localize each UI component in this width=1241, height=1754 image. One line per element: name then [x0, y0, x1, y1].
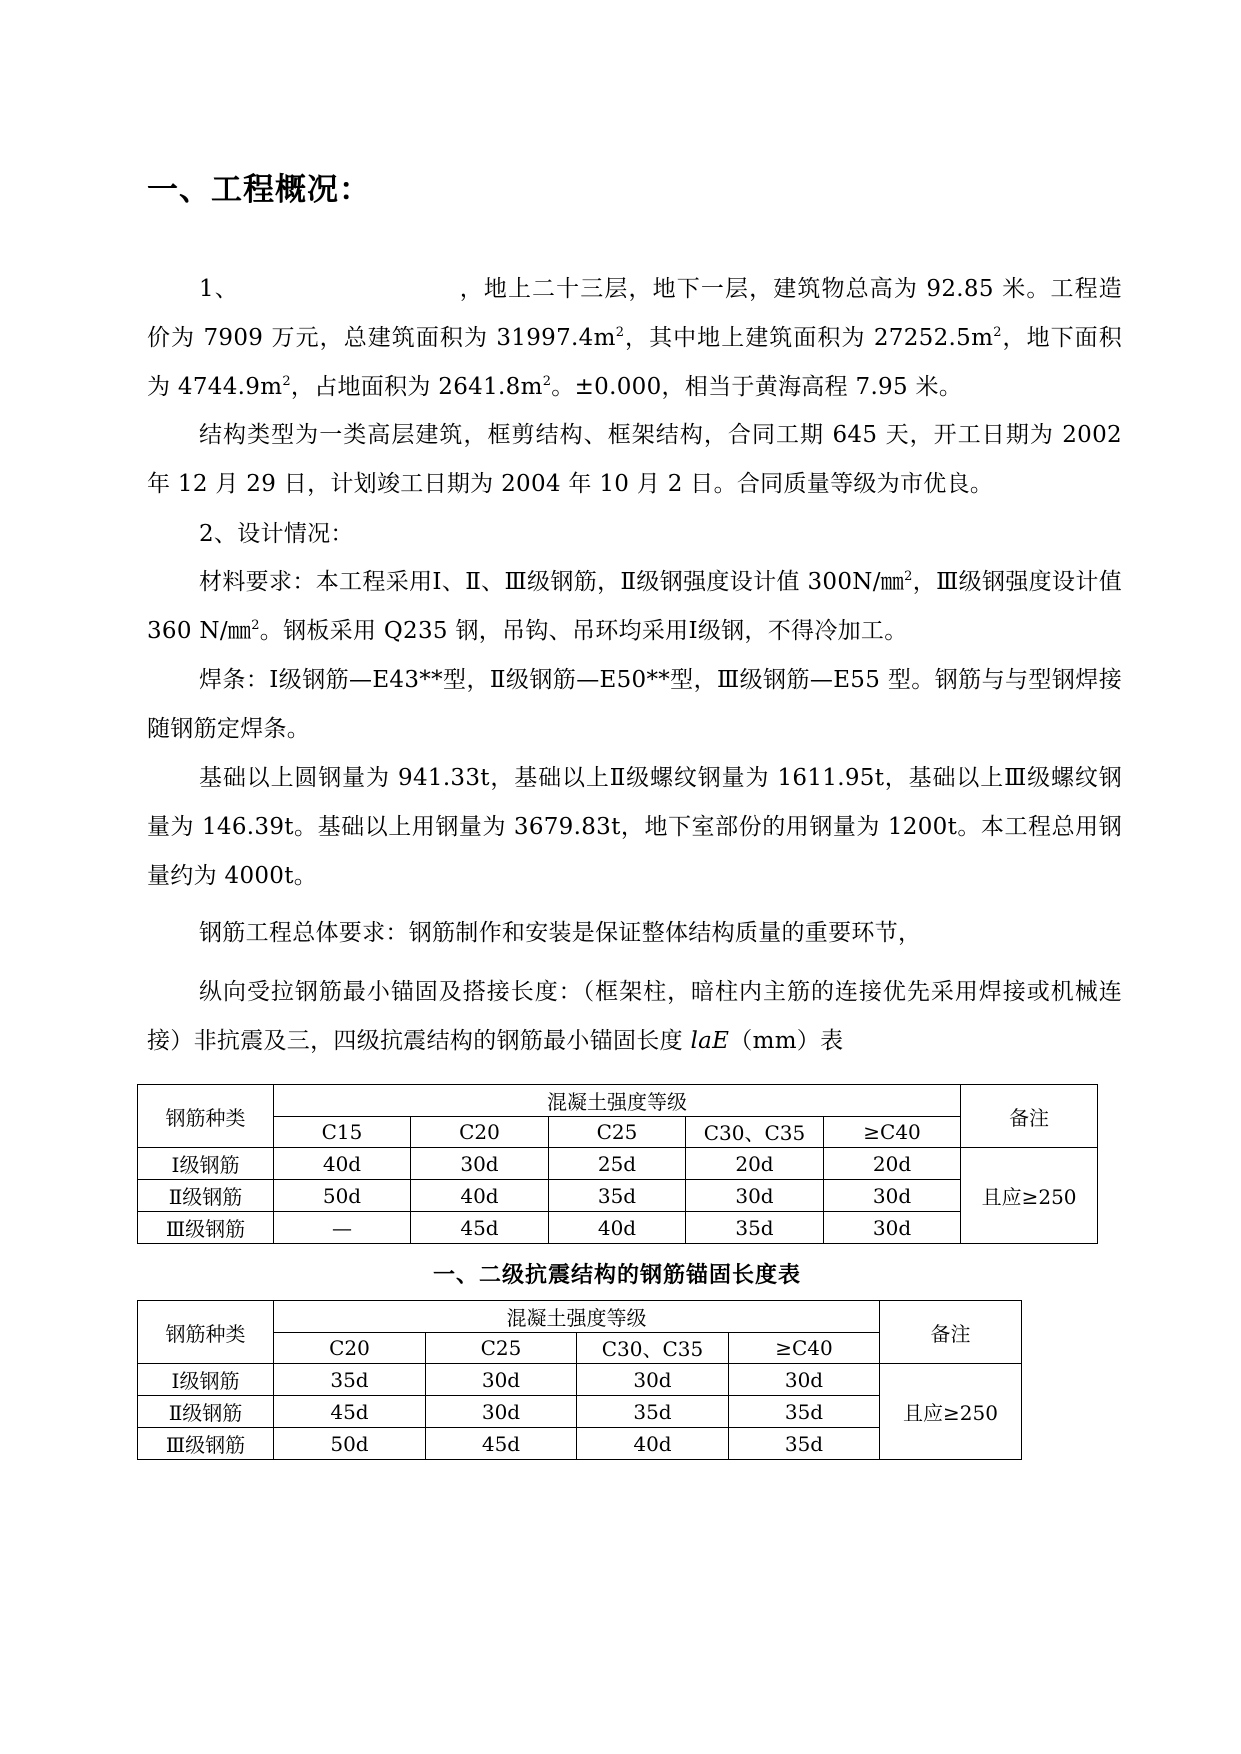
table-cell: 50d	[274, 1428, 426, 1460]
table-cell: 20d	[824, 1148, 961, 1180]
superscript: 2	[282, 374, 291, 389]
materials-text-c: 。钢板采用 Q235 钢，吊钩、吊环均采用Ⅰ级钢，不得冷加工。	[259, 618, 908, 644]
table-cell: 35d	[274, 1364, 426, 1396]
header-steel-type: 钢筋种类	[138, 1085, 274, 1148]
materials-text-a: 材料要求：本工程采用Ⅰ、Ⅱ、Ⅲ级钢筋，Ⅱ级钢强度设计值 300N/㎜	[199, 569, 905, 595]
row-label: Ⅲ级钢筋	[138, 1212, 274, 1244]
overview-text-c: ，地下面积为 4744.9m	[147, 325, 1123, 400]
project-overview-paragraph	[147, 265, 1122, 412]
grade-header: ≥C40	[824, 1116, 961, 1148]
grade-header: C25	[426, 1332, 577, 1364]
row-label: Ⅱ级钢筋	[138, 1396, 274, 1428]
table-cell: 35d	[577, 1396, 729, 1428]
table-cell: 30d	[824, 1212, 961, 1244]
superscript: 2	[904, 569, 913, 584]
note-cell: 且应≥250	[880, 1364, 1022, 1460]
superscript: 2	[615, 325, 625, 340]
grade-header: C30、C35	[686, 1116, 824, 1148]
superscript: 2	[542, 374, 552, 389]
header-steel-type: 钢筋种类	[138, 1301, 274, 1364]
overview-text-b: ，其中地上建筑面积为 27252.5m	[624, 325, 994, 351]
row-label: Ⅰ级钢筋	[138, 1364, 274, 1396]
steel-quantity-paragraph: 基础以上圆钢量为 941.33t，基础以上Ⅱ级螺纹钢量为 1611.95t，基础以上Ⅲ级螺纹钢量为 146.39t。基础以上用钢量为 3679.83t，地下室部份的用钢量为 1200t。本工程总用钢量约为 4000t。	[147, 765, 1122, 889]
table-cell: 50d	[274, 1180, 411, 1212]
table-cell: 40d	[577, 1428, 729, 1460]
anchorage-intro-paragraph	[147, 968, 1122, 1066]
table-cell: 25d	[549, 1148, 686, 1180]
overview-text-e: 。±0.000，相当于黄海高程 7.95 米。	[551, 374, 963, 400]
row-label: Ⅲ级钢筋	[138, 1428, 274, 1460]
grade-header: ≥C40	[729, 1332, 880, 1364]
table-row	[138, 1364, 1022, 1396]
table-cell: 45d	[411, 1212, 549, 1244]
table-cell: 20d	[686, 1148, 824, 1180]
table-cell: 45d	[274, 1396, 426, 1428]
anchorage-text-b: （mm）表	[729, 1028, 844, 1054]
header-concrete-grade: 混凝土强度等级	[274, 1085, 961, 1117]
superscript: 2	[251, 618, 260, 633]
table-cell: 30d	[411, 1148, 549, 1180]
seismic-table-caption: 一、二级抗震结构的钢筋锚固长度表	[432, 1263, 801, 1288]
design-heading: 2、设计情况：	[199, 521, 354, 547]
grade-header: C15	[274, 1116, 411, 1148]
table-cell: 30d	[577, 1364, 729, 1396]
note-cell: 且应≥250	[961, 1148, 1098, 1244]
table-cell: 30d	[686, 1180, 824, 1212]
table-cell: 30d	[729, 1364, 880, 1396]
table-cell: 30d	[426, 1396, 577, 1428]
requirements-paragraph: 钢筋工程总体要求：钢筋制作和安装是保证整体结构质量的重要环节，	[199, 920, 922, 946]
welding-paragraph: 焊条：Ⅰ级钢筋—E43**型，Ⅱ级钢筋—E50**型，Ⅲ级钢筋—E55 型。钢筋与与型钢焊接随钢筋定焊条。	[147, 667, 1122, 742]
superscript: 2	[993, 325, 1002, 340]
table-cell: 30d	[824, 1180, 961, 1212]
anchorage-symbol: laE	[690, 1028, 730, 1054]
table-cell: 35d	[549, 1180, 686, 1212]
anchorage-text-a: 纵向受拉钢筋最小锚固及搭接长度：（框架柱，暗柱内主筋的连接优先采用焊接或机械连接）非抗震及三，四级抗震结构的钢筋最小锚固长度	[147, 979, 1122, 1054]
grade-header: C20	[274, 1332, 426, 1364]
table-cell: 40d	[549, 1212, 686, 1244]
section-heading: 一、工程概况：	[147, 172, 371, 208]
grade-header: C20	[411, 1116, 549, 1148]
grade-header: C25	[549, 1116, 686, 1148]
header-note: 备注	[880, 1301, 1022, 1364]
row-label: Ⅰ级钢筋	[138, 1148, 274, 1180]
table-cell: 40d	[411, 1180, 549, 1212]
anchorage-table-seismic	[137, 1300, 1022, 1460]
table-cell: —	[274, 1212, 411, 1244]
item-number: 1、	[199, 276, 239, 302]
table-cell: 40d	[274, 1148, 411, 1180]
table-cell: 30d	[426, 1364, 577, 1396]
table-row	[138, 1180, 1098, 1212]
grade-header: C30、C35	[577, 1332, 729, 1364]
overview-text-a: ，地上二十三层，地下一层，建筑物总高为 92.85 米。工程造价为 7909 万元，总建筑面积为 31997.4m	[147, 276, 1122, 351]
header-concrete-grade: 混凝土强度等级	[274, 1301, 880, 1333]
overview-text-d: ，占地面积为 2641.8m	[290, 374, 543, 400]
anchorage-table-non-seismic	[137, 1084, 1098, 1244]
table-row	[138, 1212, 1098, 1244]
table-cell: 45d	[426, 1428, 577, 1460]
structure-type-paragraph: 结构类型为一类高层建筑，框剪结构、框架结构，合同工期 645 天，开工日期为 2002 年 12 月 29 日，计划竣工日期为 2004 年 10 月 2 日。合同质量等级为市优良。	[147, 422, 1122, 497]
materials-paragraph	[147, 558, 1122, 656]
header-note: 备注	[961, 1085, 1098, 1148]
materials-text-b: ，Ⅲ级钢强度设计值 360 N/㎜	[147, 569, 1122, 644]
table-cell: 35d	[729, 1396, 880, 1428]
table-row	[138, 1148, 1098, 1180]
row-label: Ⅱ级钢筋	[138, 1180, 274, 1212]
table-cell: 35d	[686, 1212, 824, 1244]
table-cell: 35d	[729, 1428, 880, 1460]
